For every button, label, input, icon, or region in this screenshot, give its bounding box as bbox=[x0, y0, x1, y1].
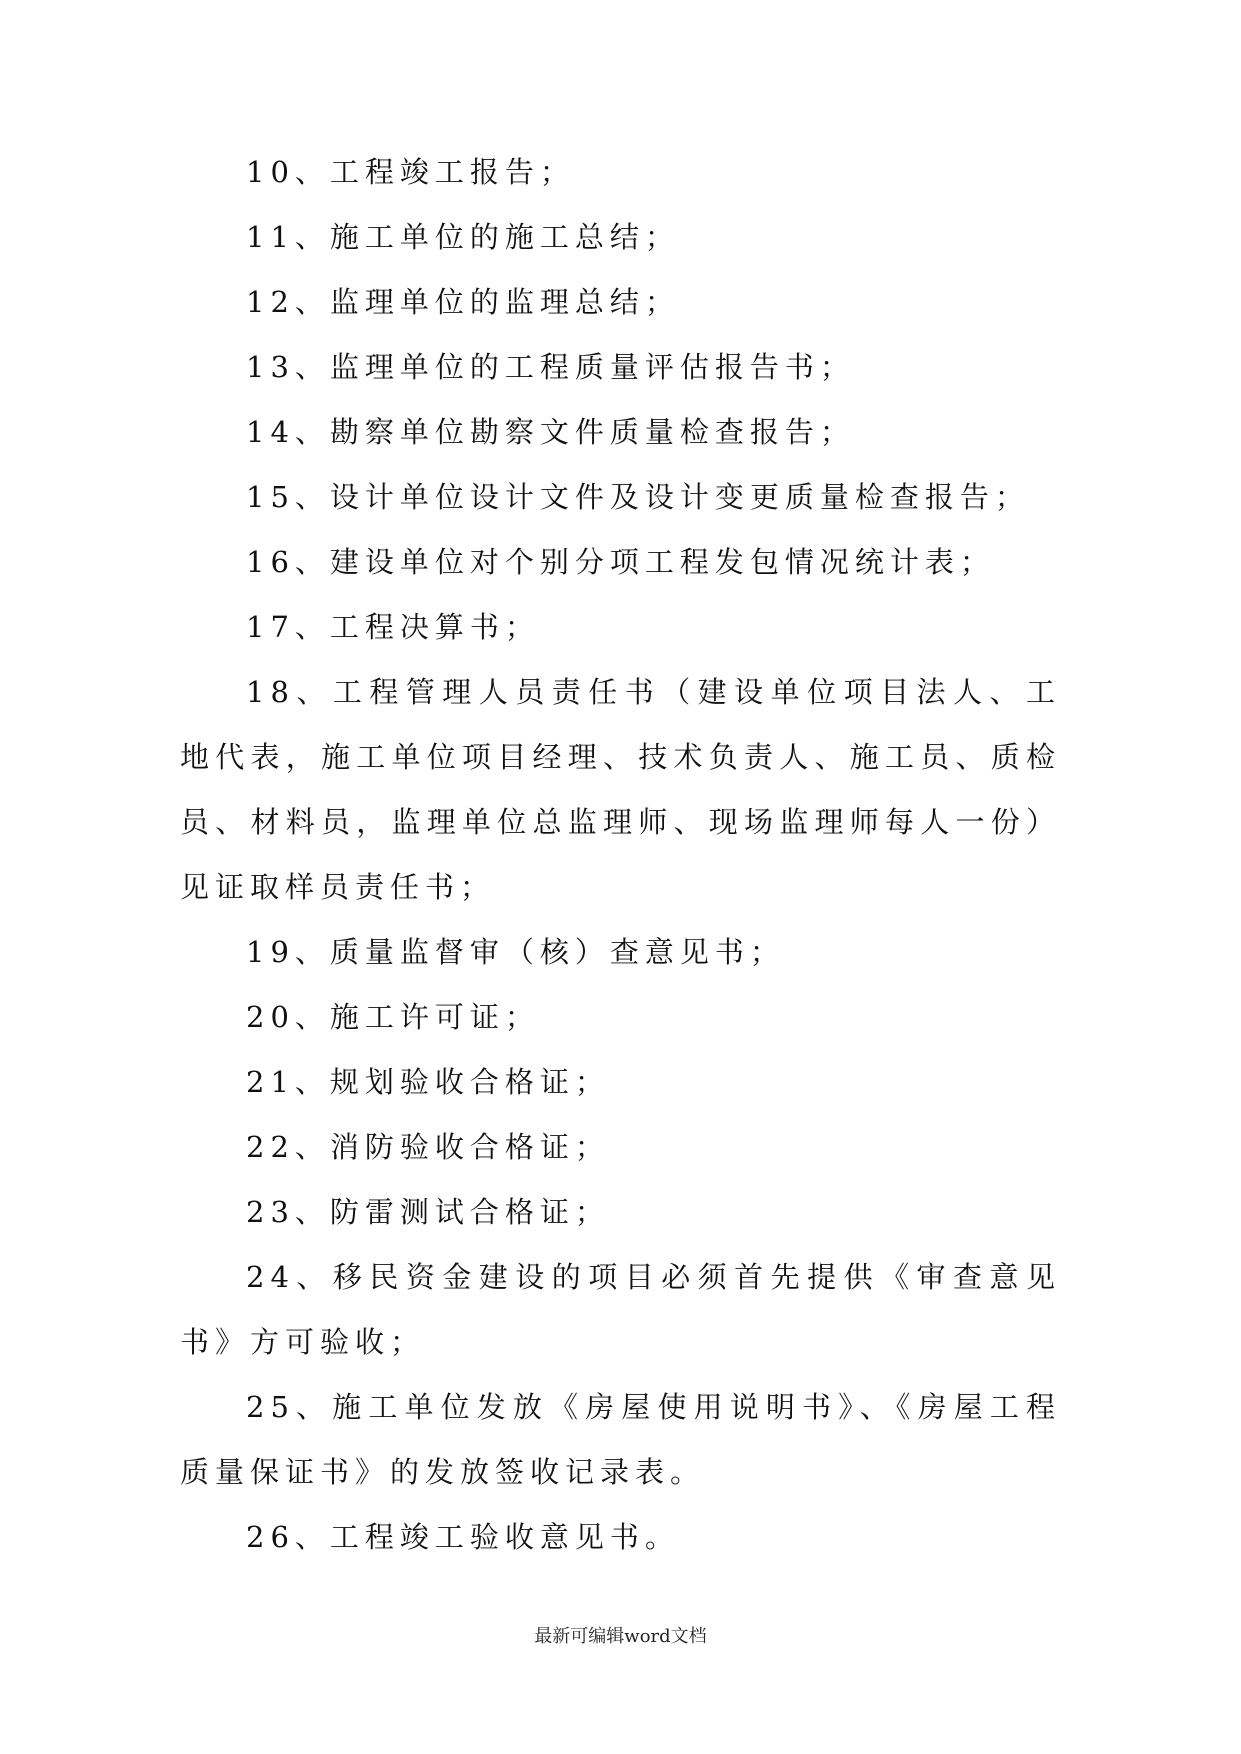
list-item: 17、工程决算书； bbox=[246, 610, 540, 644]
list-item: 21、规划验收合格证； bbox=[246, 1065, 610, 1099]
list-item: 22、消防验收合格证； bbox=[246, 1130, 610, 1164]
list-item: 20、施工许可证； bbox=[246, 1000, 540, 1034]
list-item: 15、设计单位设计文件及设计变更质量检查报告； bbox=[246, 480, 1030, 514]
list-item: 14、勘察单位勘察文件质量检查报告； bbox=[246, 415, 855, 449]
list-item: 10、工程竣工报告； bbox=[246, 155, 575, 189]
page-footer: 最新可编辑word文档 bbox=[534, 1626, 707, 1647]
list-item: 18、工程管理人员责任书（建设单位项目法人、工地代表，施工单位项目经理、技术负责人、施工员、质检员、材料员，监理单位总监理师、现场监理师每人一份）见证取样员责任书； bbox=[180, 675, 1061, 904]
list-item: 24、移民资金建设的项目必须首先提供《审查意见书》方可验收； bbox=[180, 1260, 1061, 1359]
list-item: 16、建设单位对个别分项工程发包情况统计表； bbox=[246, 545, 995, 579]
list-item: 19、质量监督审（核）查意见书； bbox=[246, 935, 785, 969]
list-item: 11、施工单位的施工总结； bbox=[246, 220, 680, 254]
list-item: 23、防雷测试合格证； bbox=[246, 1195, 610, 1229]
list-item: 13、监理单位的工程质量评估报告书； bbox=[246, 350, 855, 384]
list-item: 26、工程竣工验收意见书。 bbox=[246, 1520, 680, 1554]
document-body bbox=[0, 140, 1241, 1570]
list-item: 25、施工单位发放《房屋使用说明书》、《房屋工程质量保证书》的发放签收记录表。 bbox=[180, 1390, 1061, 1489]
list-item: 12、监理单位的监理总结； bbox=[246, 285, 680, 319]
